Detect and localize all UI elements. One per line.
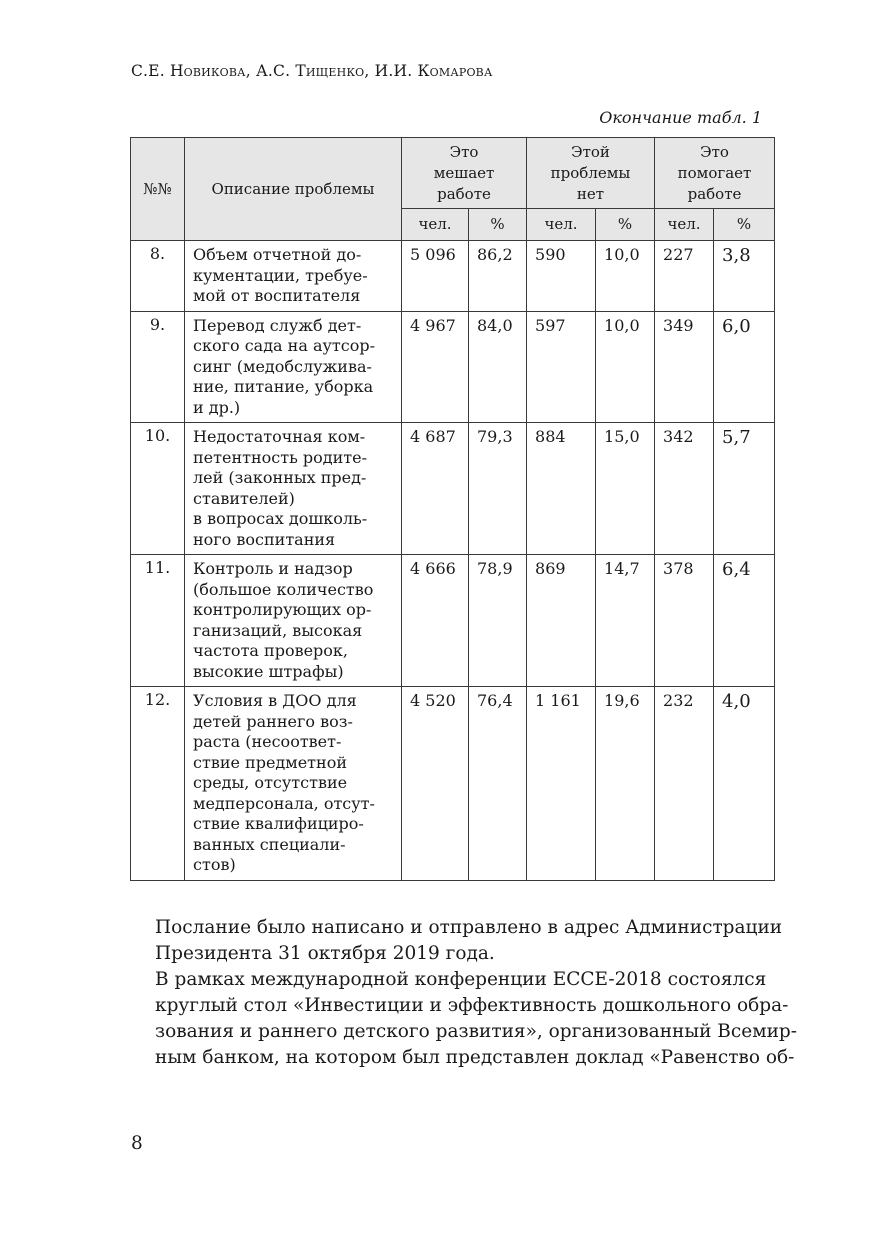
- description-line: и др.): [193, 397, 241, 417]
- header-no-problem-line: проблемы: [550, 163, 631, 182]
- header-unit-percent: %: [714, 209, 775, 241]
- body-paragraph: [131, 915, 783, 967]
- table-body: [131, 241, 775, 881]
- header-helps-line: работе: [687, 184, 742, 203]
- cell-no-problem-persons: 869: [527, 555, 596, 687]
- row-description: [185, 423, 402, 555]
- body-line: Послание было написано и отправлено в адрес Администрации: [155, 917, 783, 938]
- header-no-problem-line: нет: [576, 184, 605, 203]
- table-row: [131, 555, 775, 687]
- header-helps-line: помогает: [677, 163, 752, 182]
- row-description: [185, 241, 402, 312]
- description-line: Контроль и надзор: [193, 559, 353, 578]
- header-hinders-line: мешает: [433, 163, 495, 182]
- cell-hinders-percent: 79,3: [469, 423, 527, 555]
- description-line: Перевод служб дет-: [193, 315, 362, 335]
- body-line: В рамках международной конференции ECCE-2018 состоялся: [155, 969, 767, 990]
- cell-helps-persons: 378: [655, 555, 714, 687]
- header-no-problem: [527, 138, 655, 209]
- cell-no-problem-persons: 590: [527, 241, 596, 312]
- body-line: круглый стол «Инвестиции и эффективность дошкольного обра-: [155, 995, 789, 1016]
- header-no-problem-line: Этой: [571, 142, 610, 161]
- row-number: 9.: [131, 311, 185, 423]
- table-row: [131, 687, 775, 881]
- cell-no-problem-persons: 1 161: [527, 687, 596, 881]
- header-hinders-line: работе: [437, 184, 491, 203]
- body-text: [131, 915, 798, 1071]
- table-row: [131, 423, 775, 555]
- cell-no-problem-persons: 884: [527, 423, 596, 555]
- description-line: Объем отчетной до-: [193, 245, 362, 264]
- row-description: [185, 555, 402, 687]
- cell-helps-persons: 227: [655, 241, 714, 312]
- description-line: раста (несоответ-: [193, 732, 342, 751]
- cell-hinders-persons: 4 520: [402, 687, 469, 881]
- cell-helps-percent: 3,8: [714, 241, 775, 312]
- description-line: ствие предметной: [193, 752, 347, 772]
- header-hinders: [402, 138, 527, 209]
- header-unit-percent: %: [596, 209, 655, 241]
- description-line: ставителей): [193, 488, 295, 508]
- description-line: ванных специали-: [193, 834, 346, 854]
- cell-helps-persons: 232: [655, 687, 714, 881]
- header-unit-persons: чел.: [402, 209, 469, 241]
- row-number: 11.: [131, 555, 185, 687]
- cell-hinders-persons: 4 666: [402, 555, 469, 687]
- running-head: С.Е. Новикова, А.С. Тищенко, И.И. Комарова: [131, 62, 493, 80]
- header-helps-line: Это: [700, 142, 729, 161]
- cell-no-problem-percent: 10,0: [596, 311, 655, 423]
- cell-no-problem-percent: 15,0: [596, 423, 655, 555]
- cell-hinders-percent: 76,4: [469, 687, 527, 881]
- description-line: среды, отсутствие: [193, 773, 348, 792]
- table-caption: Окончание табл. 1: [599, 108, 762, 127]
- header-unit-persons: чел.: [527, 209, 596, 241]
- description-line: в вопросах дошколь-: [193, 509, 368, 528]
- description-line: детей раннего воз-: [193, 711, 353, 731]
- description-line: мой от воспитателя: [193, 286, 361, 305]
- description-line: контролирующих ор-: [193, 600, 372, 619]
- cell-no-problem-percent: 14,7: [596, 555, 655, 687]
- description-line: лей (законных пред-: [193, 468, 367, 487]
- description-line: синг (медобслужива-: [193, 356, 372, 376]
- row-number: 10.: [131, 423, 185, 555]
- table-row: [131, 311, 775, 423]
- body-paragraph: [131, 967, 798, 1071]
- description-line: ского сада на аутсор-: [193, 336, 376, 355]
- description-line: Недостаточная ком-: [193, 427, 366, 446]
- description-line: ного воспитания: [193, 529, 336, 549]
- description-line: кументации, требуе-: [193, 265, 368, 285]
- cell-helps-percent: 4,0: [714, 687, 775, 881]
- row-number: 8.: [131, 241, 185, 312]
- header-unit-persons: чел.: [655, 209, 714, 241]
- description-line: ствие квалифициро-: [193, 814, 364, 833]
- header-description: Описание проблемы: [185, 138, 402, 241]
- body-line: ным банком, на котором был представлен доклад «Равенство об-: [155, 1047, 795, 1068]
- description-line: (большое количество: [193, 579, 374, 599]
- description-line: медперсонала, отсут-: [193, 793, 375, 813]
- header-helps: [655, 138, 775, 209]
- cell-helps-percent: 5,7: [714, 423, 775, 555]
- cell-hinders-persons: 4 967: [402, 311, 469, 423]
- table-row: [131, 241, 775, 312]
- cell-hinders-percent: 78,9: [469, 555, 527, 687]
- description-line: высокие штрафы): [193, 661, 344, 681]
- header-hinders-line: Это: [449, 142, 479, 161]
- description-line: петентность родите-: [193, 447, 367, 467]
- cell-helps-percent: 6,0: [714, 311, 775, 423]
- page-number: 8: [131, 1133, 143, 1154]
- header-unit-percent: %: [469, 209, 527, 241]
- description-line: стов): [193, 855, 236, 874]
- header-num: №№: [131, 138, 185, 241]
- cell-no-problem-percent: 10,0: [596, 241, 655, 312]
- cell-no-problem-percent: 19,6: [596, 687, 655, 881]
- cell-hinders-percent: 86,2: [469, 241, 527, 312]
- description-line: частота проверок,: [193, 641, 349, 660]
- row-description: [185, 687, 402, 881]
- cell-hinders-percent: 84,0: [469, 311, 527, 423]
- cell-no-problem-persons: 597: [527, 311, 596, 423]
- body-line: зования и раннего детского развития», организованный Всемир-: [155, 1021, 798, 1042]
- cell-helps-percent: 6,4: [714, 555, 775, 687]
- description-line: ние, питание, уборка: [193, 377, 374, 396]
- row-number: 12.: [131, 687, 185, 881]
- cell-helps-persons: 349: [655, 311, 714, 423]
- problems-table: [130, 137, 775, 881]
- cell-helps-persons: 342: [655, 423, 714, 555]
- cell-hinders-persons: 5 096: [402, 241, 469, 312]
- cell-hinders-persons: 4 687: [402, 423, 469, 555]
- description-line: Условия в ДОО для: [193, 691, 357, 710]
- body-line: Президента 31 октября 2019 года.: [155, 943, 495, 964]
- description-line: ганизаций, высокая: [193, 620, 363, 640]
- row-description: [185, 311, 402, 423]
